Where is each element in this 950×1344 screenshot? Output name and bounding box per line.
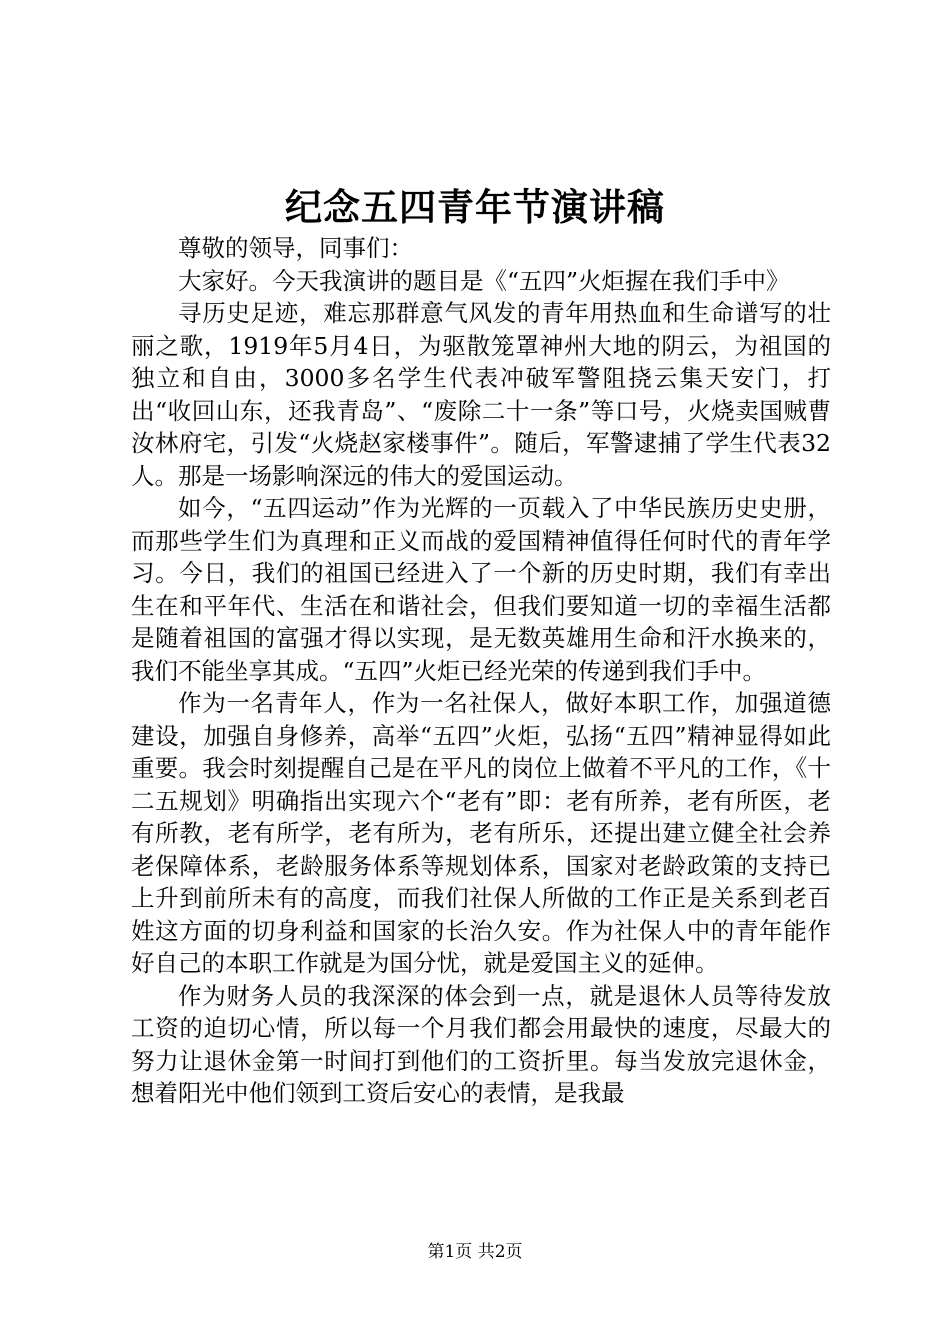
paragraph-social-security: 作为一名青年人，作为一名社保人，做好本职工作，加强道德建设，加强自身修养，高举“五四”火炬，弘扬“五四”精神显得如此重要。我会时刻提醒自己是在平凡的岗位上做着不平凡的工作，《十二五规划》明确指出实现六个“老有”即：老有所养，老有所医，老有所教，老有所学，老有所为，老有所乐，还提出建立健全社会养老保障体系，老龄服务体系等规划体系，国家对老龄政策的支持已上升到前所未有的高度，而我们社保人所做的工作正是关系到老百姓这方面的切身利益和国家的长治久安。作为社保人中的青年能作好自己的本职工作就是为国分忧，就是爱国主义的延伸。 — [131, 689, 831, 977]
paragraph-finance: 作为财务人员的我深深的体会到一点，就是退休人员等待发放工资的迫切心情，所以每一个月我们都会用最快的速度，尽最大的努力让退休金第一时间打到他们的工资折里。每当发放完退休金，想着阳光中他们领到工资后安心的表情，是我最 — [131, 981, 831, 1107]
paragraph-history: 寻历史足迹，难忘那群意气风发的青年用热血和生命谱写的壮丽之歌，1919年5月4日，为驱散笼罩神州大地的阴云，为祖国的独立和自由，3000多名学生代表冲破军警阻挠云集天安门，打出“收回山东，还我青岛”、“废除二十一条”等口号，火烧卖国贼曹汝林府宅，引发“火烧赵家楼事件”。随后，军警逮捕了学生代表32人。那是一场影响深远的伟大的爱国运动。 — [131, 299, 831, 490]
page-footer: 第1页 共2页 — [427, 1242, 523, 1262]
paragraph-salutation: 尊敬的领导，同事们： — [178, 234, 413, 262]
paragraph-today: 如今，“五四运动”作为光辉的一页载入了中华民族历史史册，而那些学生们为真理和正义而战的爱国精神值得任何时代的青年学习。今日，我们的祖国已经进入了一个新的历史时期，我们有幸出生在和平年代、生活在和谐社会，但我们要知道一切的幸福生活都是随着祖国的富强才得以实现，是无数英雄用生命和汗水换来的，我们不能坐享其成。“五四”火炬已经光荣的传递到我们手中。 — [131, 494, 831, 685]
page-title: 纪念五四青年节演讲稿 — [285, 185, 665, 229]
paragraph-topic: 大家好。今天我演讲的题目是《“五四”火炬握在我们手中》 — [178, 266, 790, 295]
document-body — [131, 232, 831, 1110]
